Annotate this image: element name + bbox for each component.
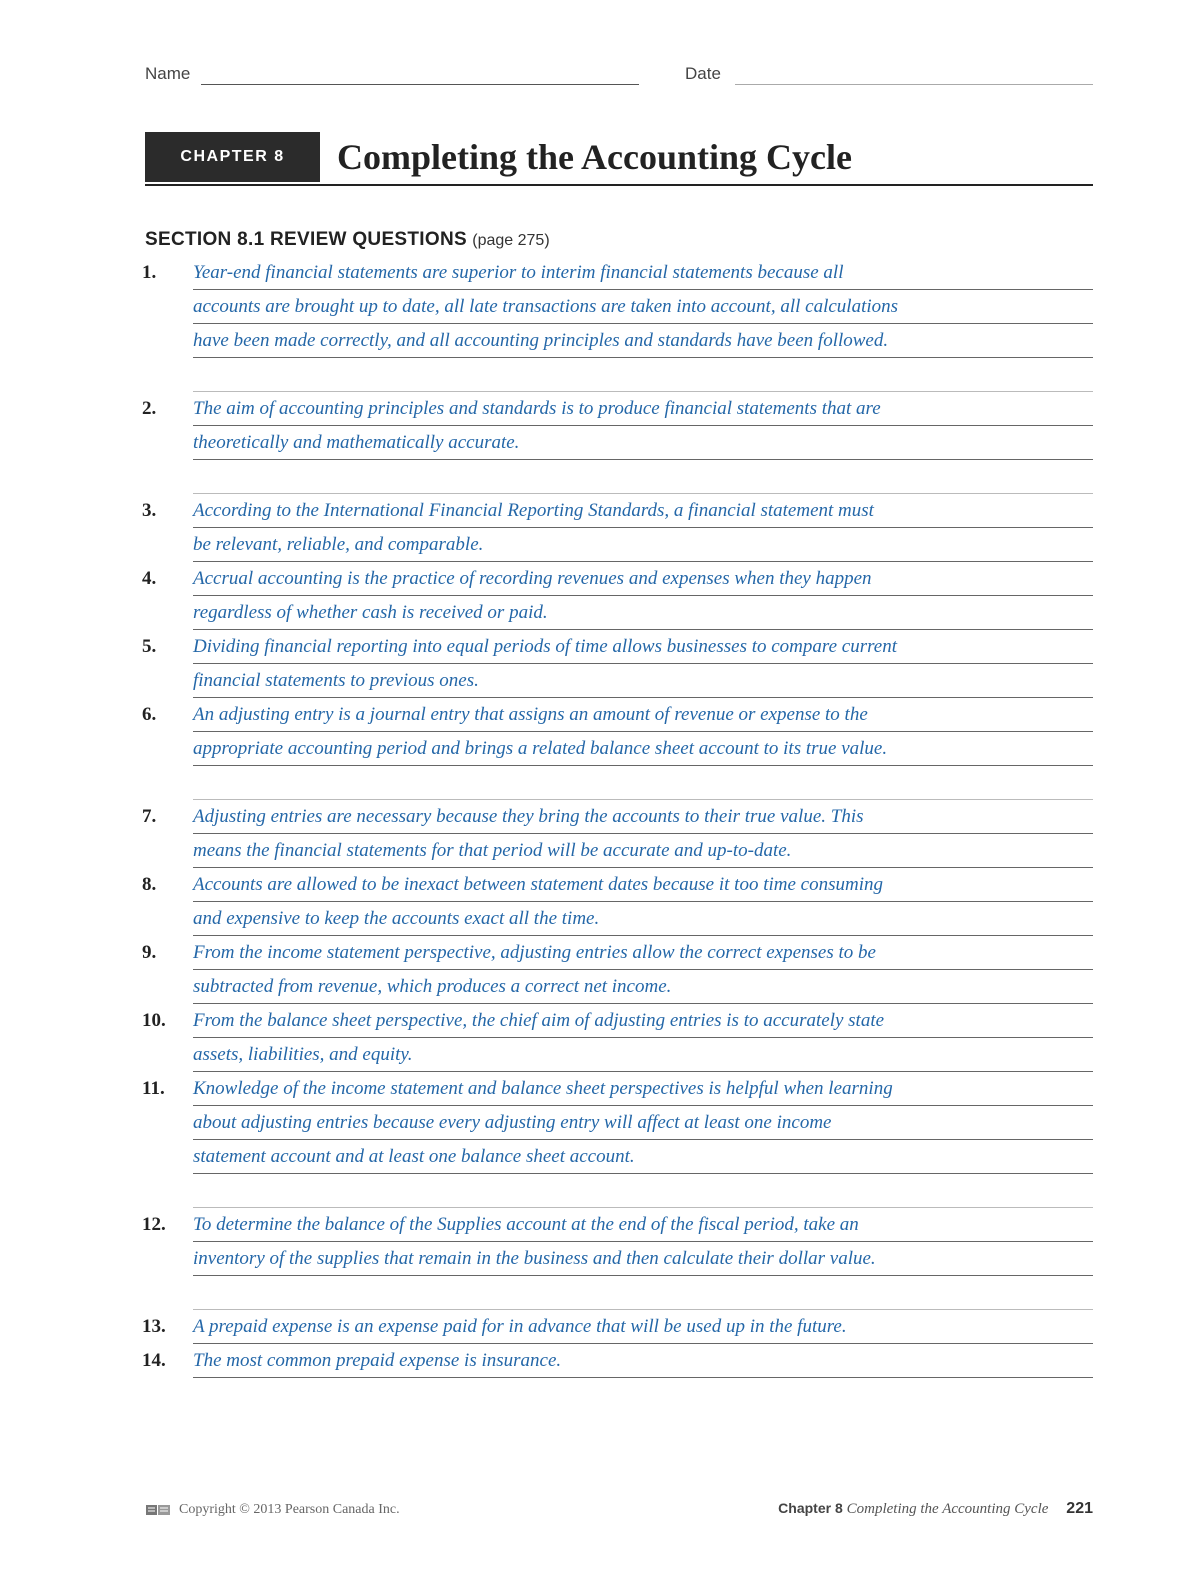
question-number: 9.	[142, 942, 157, 963]
answer-line[interactable]: theoretically and mathematically accurate.	[193, 426, 1093, 460]
question-number: 2.	[142, 398, 157, 419]
question-number: 12.	[142, 1214, 166, 1235]
footer-running-head	[778, 1500, 1093, 1518]
question-number: 8.	[142, 874, 157, 895]
page-footer	[145, 1500, 1093, 1524]
answer-line[interactable]: regardless of whether cash is received or paid.	[193, 596, 1093, 630]
answer-line[interactable]: From the balance sheet perspective, the chief aim of adjusting entries is to accurately state	[193, 1004, 1093, 1038]
question-number: 10.	[142, 1010, 166, 1031]
answer-line[interactable]	[193, 358, 1093, 392]
answer-line[interactable]: inventory of the supplies that remain in the business and then calculate their dollar value.	[193, 1242, 1093, 1276]
answer-line[interactable]	[193, 460, 1093, 494]
question-number: 11.	[142, 1078, 165, 1099]
answer-line[interactable]: assets, liabilities, and equity.	[193, 1038, 1093, 1072]
question-number: 13.	[142, 1316, 166, 1337]
chapter-tag: CHAPTER 8	[145, 132, 320, 182]
question-number: 4.	[142, 568, 157, 589]
book-icon	[145, 1503, 171, 1517]
answer-line[interactable]: An adjusting entry is a journal entry that assigns an amount of revenue or expense to the	[193, 698, 1093, 732]
answer-line[interactable]: means the financial statements for that period will be accurate and up-to-date.	[193, 834, 1093, 868]
answer-line[interactable]: From the income statement perspective, adjusting entries allow the correct expenses to be	[193, 936, 1093, 970]
answer-line[interactable]: The most common prepaid expense is insurance.	[193, 1344, 1093, 1378]
question-number: 6.	[142, 704, 157, 725]
answer-line[interactable]: Adjusting entries are necessary because they bring the accounts to their true value. This	[193, 800, 1093, 834]
answer-line[interactable]: and expensive to keep the accounts exact all the time.	[193, 902, 1093, 936]
answer-line[interactable]: have been made correctly, and all accounting principles and standards have been followed.	[193, 324, 1093, 358]
name-label: Name	[145, 64, 191, 83]
section-title: SECTION 8.1 REVIEW QUESTIONS	[145, 229, 467, 250]
footer-chapter: Chapter 8	[778, 1500, 843, 1516]
answer-line[interactable]: According to the International Financial Reporting Standards, a financial statement must	[193, 494, 1093, 528]
answer-line[interactable]: Accounts are allowed to be inexact between statement dates because it too time consuming	[193, 868, 1093, 902]
answer-line[interactable]: financial statements to previous ones.	[193, 664, 1093, 698]
answer-line[interactable]: statement account and at least one balance sheet account.	[193, 1140, 1093, 1174]
section-page-ref: (page 275)	[472, 232, 550, 249]
date-label: Date	[685, 64, 721, 83]
chapter-title: Completing the Accounting Cycle	[337, 137, 852, 177]
answer-line[interactable]: Accrual accounting is the practice of recording revenues and expenses when they happen	[193, 562, 1093, 596]
answer-line[interactable]: about adjusting entries because every adjusting entry will affect at least one income	[193, 1106, 1093, 1140]
answer-line[interactable]: A prepaid expense is an expense paid for in advance that will be used up in the future.	[193, 1310, 1093, 1344]
copyright-text: Copyright © 2013 Pearson Canada Inc.	[179, 1502, 400, 1517]
answer-line[interactable]: Knowledge of the income statement and balance sheet perspectives is helpful when learning	[193, 1072, 1093, 1106]
answer-line[interactable]: subtracted from revenue, which produces a correct net income.	[193, 970, 1093, 1004]
question-number: 5.	[142, 636, 157, 657]
answer-line[interactable]: Year-end financial statements are superior to interim financial statements because all	[193, 256, 1093, 290]
answer-line[interactable]	[193, 766, 1093, 800]
question-number: 14.	[142, 1350, 166, 1371]
answer-line[interactable]: appropriate accounting period and brings a related balance sheet account to its true value.	[193, 732, 1093, 766]
footer-chapter-title: Completing the Accounting Cycle	[846, 1501, 1049, 1517]
answer-line[interactable]: Dividing financial reporting into equal periods of time allows businesses to compare current	[193, 630, 1093, 664]
answer-line[interactable]: accounts are brought up to date, all late transactions are taken into account, all calculations	[193, 290, 1093, 324]
answer-line[interactable]: The aim of accounting principles and standards is to produce financial statements that are	[193, 392, 1093, 426]
page-number: 221	[1066, 1500, 1093, 1517]
answer-line[interactable]	[193, 1174, 1093, 1208]
question-number: 3.	[142, 500, 157, 521]
answer-line[interactable]	[193, 1276, 1093, 1310]
question-number: 1.	[142, 262, 157, 283]
answer-line[interactable]: be relevant, reliable, and comparable.	[193, 528, 1093, 562]
answer-line[interactable]: To determine the balance of the Supplies account at the end of the fiscal period, take an	[193, 1208, 1093, 1242]
question-number: 7.	[142, 806, 157, 827]
